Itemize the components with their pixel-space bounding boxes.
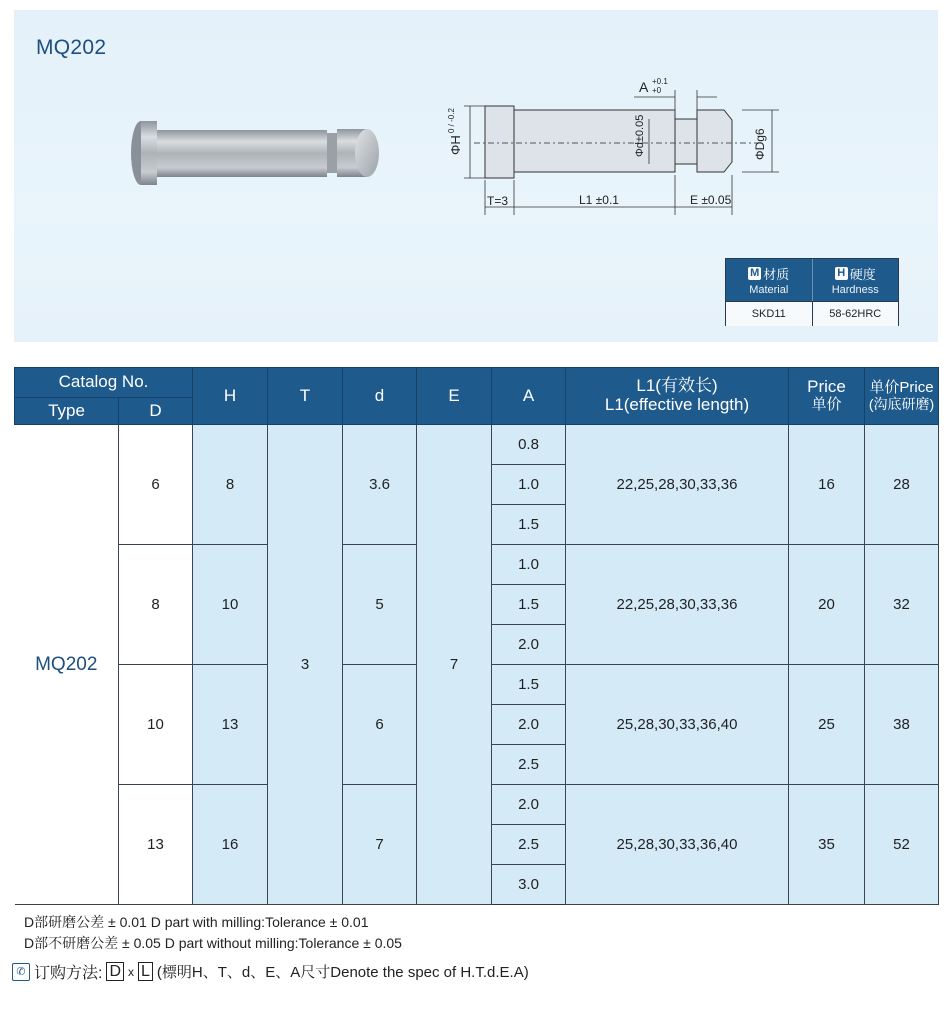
header-H: H xyxy=(193,368,268,425)
svg-text:Φd±0.05: Φd±0.05 xyxy=(634,114,646,157)
cell-price: 35 xyxy=(789,785,865,905)
cell-A: 2.0 xyxy=(492,625,566,665)
header-L1 xyxy=(566,368,789,425)
model-title: MQ202 xyxy=(36,36,107,59)
material-spec-table xyxy=(725,258,899,326)
cell-T: 3 xyxy=(268,425,343,905)
cell-A: 1.0 xyxy=(492,545,566,585)
cell-L1: 25,28,30,33,36,40 xyxy=(566,785,789,905)
cell-price-grinding: 52 xyxy=(865,785,939,905)
svg-text:0 / -0.2: 0 / -0.2 xyxy=(447,108,456,133)
header-L1-zh: L1(有效长) xyxy=(636,376,718,396)
tolerance-notes xyxy=(24,912,402,954)
header-d: d xyxy=(343,368,417,425)
header-D: D xyxy=(119,398,193,425)
header-price xyxy=(789,368,865,425)
cell-d: 6 xyxy=(343,665,417,785)
cell-d: 7 xyxy=(343,785,417,905)
hardness-value: 58-62HRC xyxy=(829,308,882,320)
spec-data-table xyxy=(14,367,939,905)
header-type: Type xyxy=(15,398,119,425)
cell-D: 13 xyxy=(119,785,193,905)
order-box-D: D xyxy=(106,962,124,981)
header-catalog-no: Catalog No. xyxy=(15,368,193,398)
header-price-en: Price xyxy=(807,377,846,397)
cell-A: 2.5 xyxy=(492,825,566,865)
material-badge: M xyxy=(750,267,760,279)
cell-H: 10 xyxy=(193,545,268,665)
cell-A: 1.0 xyxy=(492,465,566,505)
cell-price-grinding: 28 xyxy=(865,425,939,545)
dim-H: ΦH xyxy=(448,135,463,155)
hardness-header xyxy=(813,259,899,301)
cell-E: 7 xyxy=(417,425,492,905)
svg-text:A: A xyxy=(639,79,649,95)
cell-D: 10 xyxy=(119,665,193,785)
svg-text:T=3: T=3 xyxy=(487,194,509,208)
product-photo xyxy=(119,105,379,200)
cell-price: 16 xyxy=(789,425,865,545)
material-value: SKD11 xyxy=(726,302,813,326)
svg-text:ΦDg6: ΦDg6 xyxy=(753,128,767,160)
hardness-label-en: Hardness xyxy=(831,284,879,296)
header-L1-en: L1(effective length) xyxy=(604,395,750,414)
order-times: x xyxy=(128,964,135,979)
cell-L1: 22,25,28,30,33,36 xyxy=(566,425,789,545)
cell-H: 13 xyxy=(193,665,268,785)
cell-H: 16 xyxy=(193,785,268,905)
cell-L1: 25,28,30,33,36,40 xyxy=(566,665,789,785)
phone-icon: ✆ xyxy=(12,963,30,981)
material-header xyxy=(726,259,813,301)
order-method xyxy=(12,960,529,983)
cell-d: 5 xyxy=(343,545,417,665)
cell-D: 6 xyxy=(119,425,193,545)
cell-d: 3.6 xyxy=(343,425,417,545)
svg-text:+0: +0 xyxy=(652,86,662,95)
cell-price: 25 xyxy=(789,665,865,785)
svg-text:E ±0.05: E ±0.05 xyxy=(690,193,732,207)
cell-A: 0.8 xyxy=(492,425,566,465)
hardness-badge: H xyxy=(835,267,848,280)
svg-text:+0.1: +0.1 xyxy=(652,77,668,86)
cell-price-grinding: 32 xyxy=(865,545,939,665)
material-label-zh: 材质 xyxy=(763,267,790,282)
table-row xyxy=(15,425,939,465)
cell-price-grinding: 38 xyxy=(865,665,939,785)
order-description: (標明H、T、d、E、A尺寸Denote the spec of H.T.d.E.A) xyxy=(156,964,529,981)
svg-text:L1 ±0.1: L1 ±0.1 xyxy=(579,193,619,207)
hardness-label-zh: 硬度 xyxy=(849,267,876,282)
technical-drawing xyxy=(434,65,794,225)
type-cell: MQ202 xyxy=(15,425,119,905)
order-label: 订购方法: xyxy=(34,965,103,982)
cell-H: 8 xyxy=(193,425,268,545)
header-price-grinding xyxy=(865,368,939,425)
header-price-zh: 单价 xyxy=(811,396,842,414)
cell-D: 8 xyxy=(119,545,193,665)
note-without-milling: D部不研磨公差 ± 0.05 D part without milling:Tolerance ± 0.05 xyxy=(24,935,402,951)
cell-A: 2.5 xyxy=(492,745,566,785)
cell-A: 3.0 xyxy=(492,865,566,905)
header-E: E xyxy=(417,368,492,425)
cell-A: 2.0 xyxy=(492,785,566,825)
header-T: T xyxy=(268,368,343,425)
header-A: A xyxy=(492,368,566,425)
product-panel xyxy=(14,10,938,342)
cell-A: 1.5 xyxy=(492,585,566,625)
cell-A: 1.5 xyxy=(492,505,566,545)
order-box-L: L xyxy=(138,962,153,981)
cell-A: 2.0 xyxy=(492,705,566,745)
cell-L1: 22,25,28,30,33,36 xyxy=(566,545,789,665)
cell-A: 1.5 xyxy=(492,665,566,705)
material-label-en: Material xyxy=(749,284,789,296)
cell-price: 20 xyxy=(789,545,865,665)
header-price2-line1: 单价Price xyxy=(869,379,934,397)
header-price2-line2: (沟底研磨) xyxy=(868,395,935,412)
note-with-milling: D部研磨公差 ± 0.01 D part with milling:Tolerance ± 0.01 xyxy=(24,914,369,930)
